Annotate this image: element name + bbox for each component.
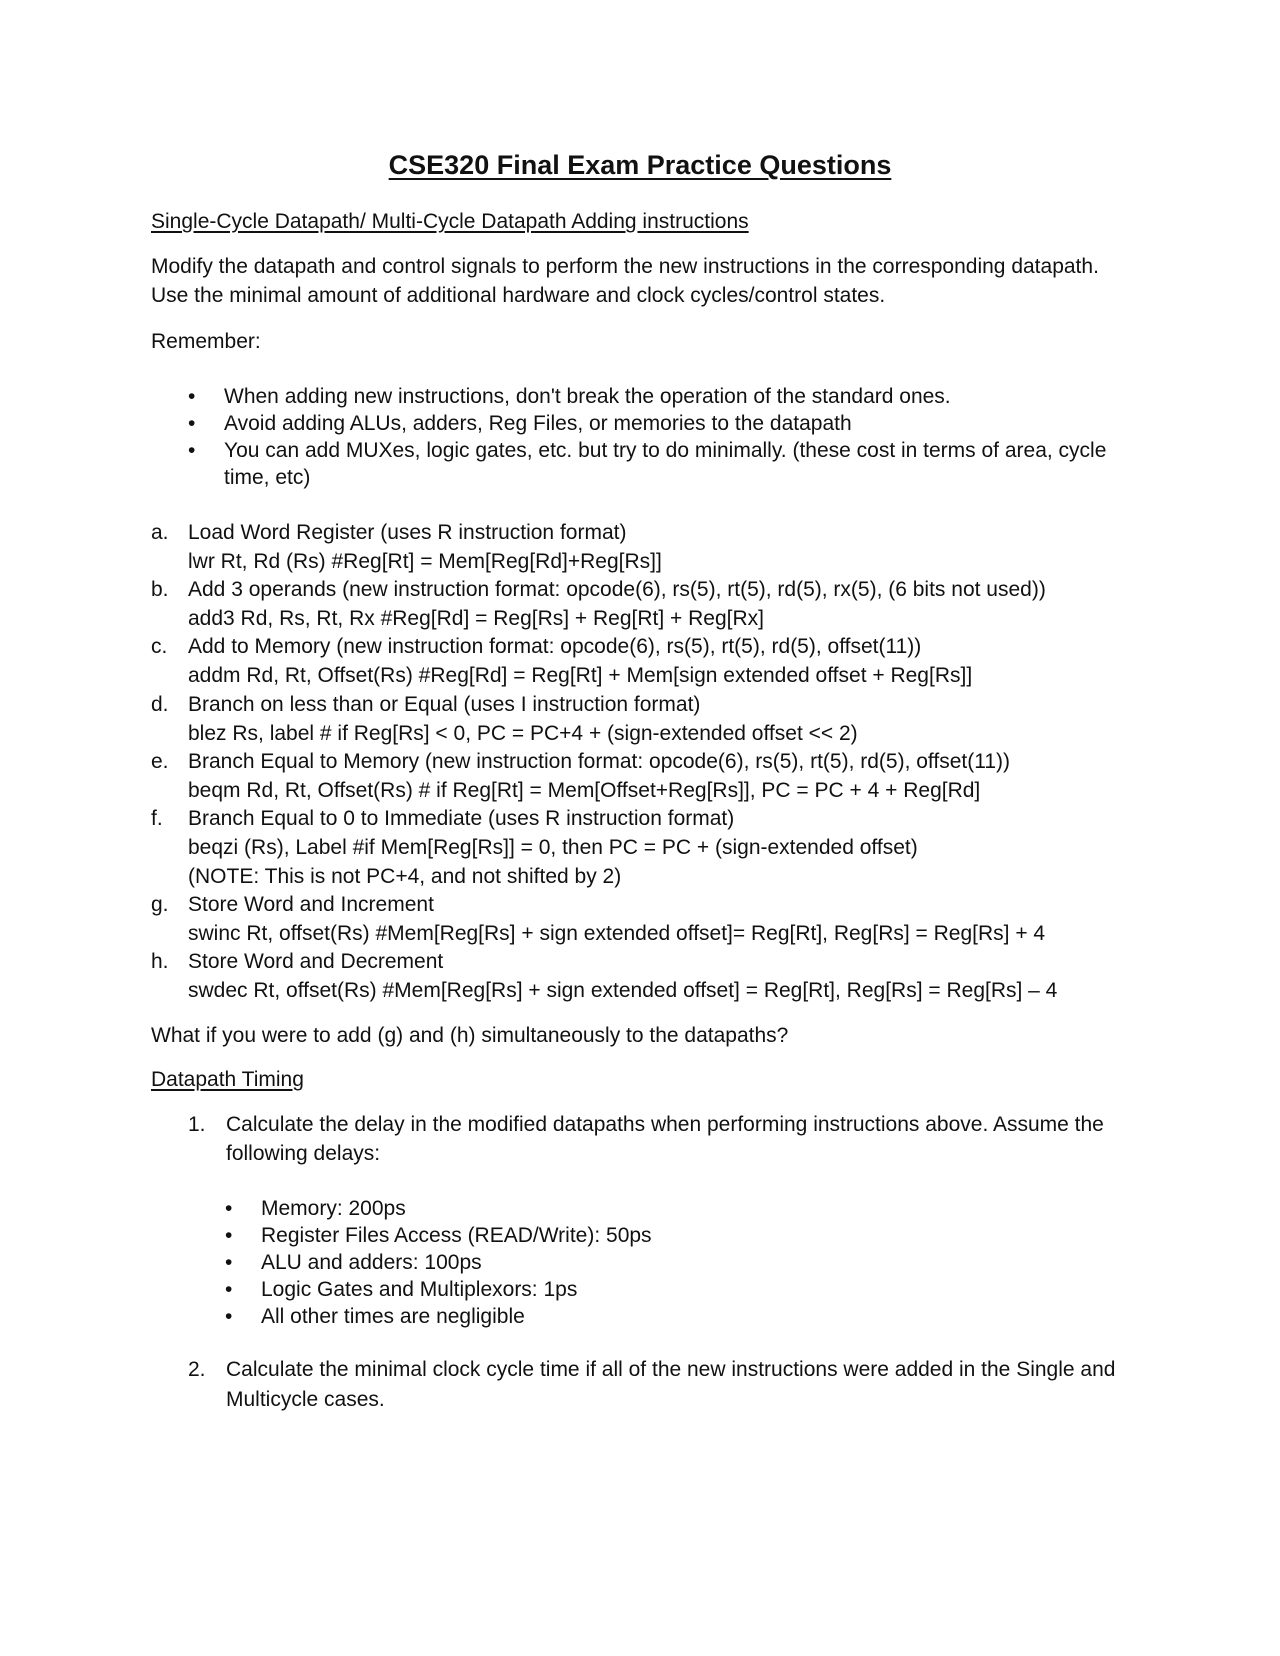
bullet-icon: • [225, 1251, 233, 1274]
question-syntax: addm Rd, Rt, Offset(Rs) #Reg[Rd] = Reg[Rt] + Mem[sign extended offset + Reg[Rs]] [188, 664, 973, 687]
section-heading-datapath: Single-Cycle Datapath/ Multi-Cycle Datapath Adding instructions [151, 210, 749, 233]
question-letter: a. [151, 521, 169, 544]
question-letter: d. [151, 693, 169, 716]
followup-question: What if you were to add (g) and (h) simultaneously to the datapaths? [151, 1024, 789, 1047]
bullet-text: Avoid adding ALUs, adders, Reg Files, or memories to the datapath [224, 412, 852, 435]
question-text: Calculate the delay in the modified datapaths when performing instructions above. Assume the [226, 1113, 1104, 1136]
question-title: Store Word and Decrement [188, 950, 444, 973]
bullet-text: time, etc) [224, 466, 311, 489]
question-letter: h. [151, 950, 169, 973]
delay-text: All other times are negligible [261, 1305, 525, 1328]
question-syntax: swinc Rt, offset(Rs) #Mem[Reg[Rs] + sign extended offset]= Reg[Rt], Reg[Rs] = Reg[Rs] + 4 [188, 922, 1046, 945]
question-title: Store Word and Increment [188, 893, 434, 916]
question-letter: e. [151, 750, 169, 773]
question-title: Add to Memory (new instruction format: opcode(6), rs(5), rt(5), rd(5), offset(11)) [188, 635, 922, 658]
question-text: following delays: [226, 1142, 381, 1165]
question-syntax: blez Rs, label # if Reg[Rs] < 0, PC = PC+4 + (sign-extended offset << 2) [188, 722, 858, 745]
question-number: 2. [188, 1358, 206, 1381]
bullet-icon: • [188, 412, 196, 435]
bullet-icon: • [188, 439, 196, 462]
bullet-icon: • [225, 1305, 233, 1328]
bullet-text: When adding new instructions, don't break the operation of the standard ones. [224, 385, 951, 408]
bullet-icon: • [225, 1224, 233, 1247]
page-title: CSE320 Final Exam Practice Questions [388, 150, 892, 180]
delay-text: Register Files Access (READ/Write): 50ps [261, 1224, 652, 1247]
bullet-icon: • [225, 1197, 233, 1220]
question-title: Load Word Register (uses R instruction format) [188, 521, 627, 544]
question-text: Calculate the minimal clock cycle time if all of the new instructions were added in the Single and [226, 1358, 1116, 1381]
question-syntax: swdec Rt, offset(Rs) #Mem[Reg[Rs] + sign extended offset] = Reg[Rt], Reg[Rs] = Reg[Rs] – 4 [188, 979, 1058, 1002]
question-title: Branch on less than or Equal (uses I instruction format) [188, 693, 701, 716]
question-syntax: add3 Rd, Rs, Rt, Rx #Reg[Rd] = Reg[Rs] + Reg[Rt] + Reg[Rx] [188, 607, 764, 630]
delay-text: Logic Gates and Multiplexors: 1ps [261, 1278, 578, 1301]
intro-line-1: Modify the datapath and control signals to perform the new instructions in the corresponding datapath. [151, 255, 1099, 278]
question-syntax: beqm Rd, Rt, Offset(Rs) # if Reg[Rt] = Mem[Offset+Reg[Rs]], PC = PC + 4 + Reg[Rd] [188, 779, 981, 802]
bullet-icon: • [188, 385, 196, 408]
question-title: Branch Equal to 0 to Immediate (uses R instruction format) [188, 807, 735, 830]
bullet-text: You can add MUXes, logic gates, etc. but try to do minimally. (these cost in terms of area, cycle [224, 439, 1107, 462]
question-syntax: beqzi (Rs), Label #if Mem[Reg[Rs]] = 0, then PC = PC + (sign-extended offset) [188, 836, 918, 859]
remember-label: Remember: [151, 330, 261, 353]
bullet-icon: • [225, 1278, 233, 1301]
question-title: Branch Equal to Memory (new instruction format: opcode(6), rs(5), rt(5), rd(5), offset(11)) [188, 750, 1011, 773]
question-letter: b. [151, 578, 169, 601]
intro-line-2: Use the minimal amount of additional hardware and clock cycles/control states. [151, 284, 886, 307]
question-letter: f. [151, 807, 163, 830]
delay-text: Memory: 200ps [261, 1197, 406, 1220]
question-note: (NOTE: This is not PC+4, and not shifted by 2) [188, 865, 622, 888]
question-letter: c. [151, 635, 168, 658]
question-text: Multicycle cases. [226, 1388, 385, 1411]
question-title: Add 3 operands (new instruction format: opcode(6), rs(5), rt(5), rd(5), rx(5), (6 bits not used)) [188, 578, 1046, 601]
delay-text: ALU and adders: 100ps [261, 1251, 482, 1274]
question-syntax: lwr Rt, Rd (Rs) #Reg[Rt] = Mem[Reg[Rd]+Reg[Rs]] [188, 550, 662, 573]
question-number: 1. [188, 1113, 206, 1136]
question-letter: g. [151, 893, 169, 916]
section-heading-timing: Datapath Timing [151, 1068, 304, 1091]
